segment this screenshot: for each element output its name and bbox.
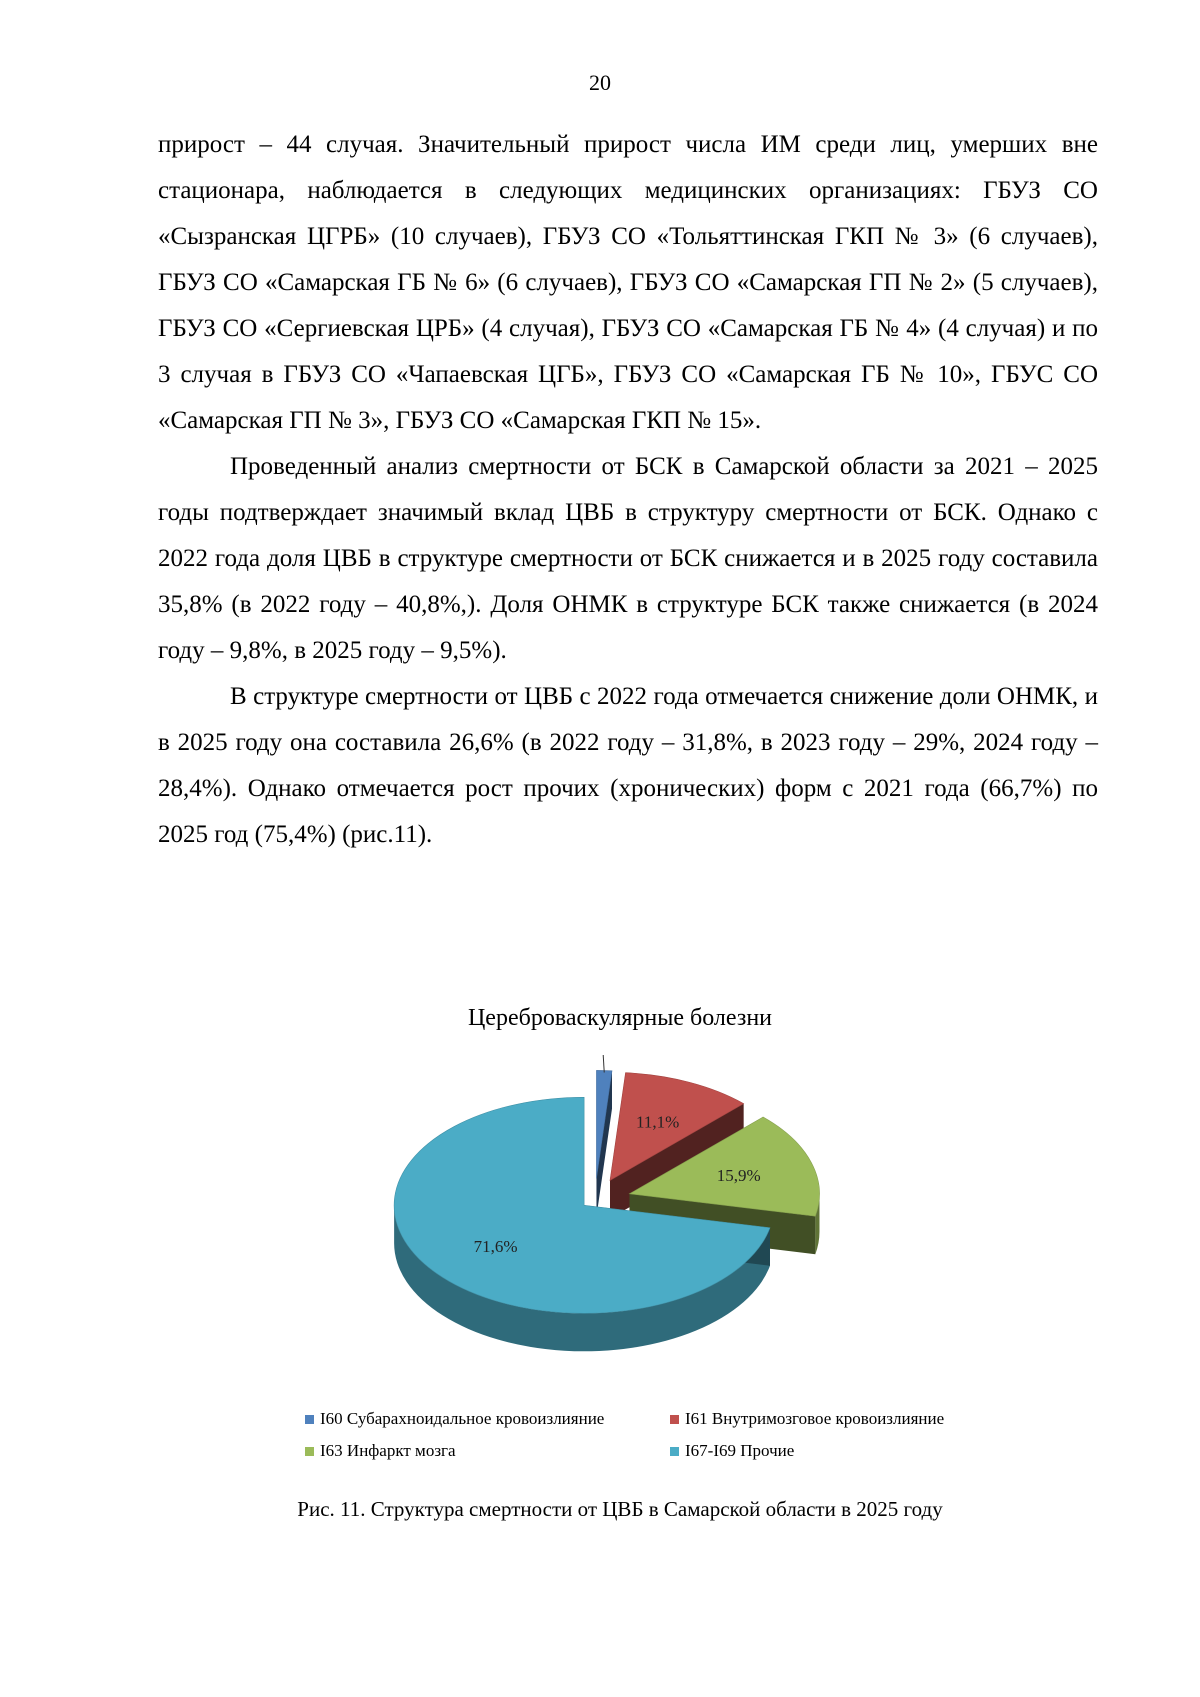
figure-caption: Рис. 11. Структура смертности от ЦВБ в Самарской области в 2025 году (297, 1497, 943, 1521)
legend-swatch-i67 (670, 1447, 679, 1456)
legend-item (305, 1409, 670, 1429)
legend-label: I67-I69 Прочие (685, 1441, 795, 1460)
page-number: 20 (589, 70, 611, 95)
legend-swatch-i63 (305, 1447, 314, 1456)
legend-item (670, 1441, 794, 1461)
paragraph: В структуре смертности от ЦВБ с 2022 года отмечается снижение доли ОНМК, и в 2025 году она составила 26,6% (в 2022 году – 31,8%, в 2023 году – 29%, 2024 году – 28,4%). Однако отмечается рост прочих (хронических) форм с 2021 года (66,7%) по 2025 год (75,4%) (рис.11). (158, 683, 1098, 848)
paragraph: прирост – 44 случая. Значительный прирост числа ИМ среди лиц, умерших вне стационара, наблюдается в следующих медицинских организациях: ГБУЗ СО «Сызранская ЦГРБ» (10 случаев), ГБУЗ СО «Тольяттинская ГКП № 3» (6 случаев), ГБУЗ СО «Самарская ГБ № 6» (6 случаев), ГБУЗ СО «Самарская ГП № 2» (5 случаев), ГБУЗ СО «Сергиевская ЦРБ» (4 случая), ГБУЗ СО «Самарская ГБ № 4» (4 случая) и по 3 случая в ГБУЗ СО «Чапаевская ЦГБ», ГБУЗ СО «Самарская ГБ № 10», ГБУС СО «Самарская ГП № 3», ГБУЗ СО «Самарская ГКП № 15». (158, 131, 1098, 434)
chart-legend (305, 1403, 1105, 1467)
paragraph: Проведенный анализ смертности от БСК в Самарской области за 2021 – 2025 годы подтверждает значимый вклад ЦВБ в структуру смертности от БСК. Однако с 2022 года доля ЦВБ в структуре смертности от БСК снижается и в 2025 году составила 35,8% (в 2022 году – 40,8%,). Доля ОНМК в структуре БСК также снижается (в 2024 году – 9,8%, в 2025 году – 9,5%). (158, 453, 1098, 664)
data-label: 15,9% (716, 1166, 761, 1186)
legend-label: I63 Инфаркт мозга (320, 1441, 456, 1460)
legend-label: I60 Субарахноидальное кровоизлияние (320, 1409, 605, 1428)
data-label: 11,1% (636, 1112, 680, 1132)
legend-item (305, 1441, 670, 1461)
legend-swatch-i60 (305, 1415, 314, 1424)
pie-chart (0, 1055, 1200, 1395)
chart-title: Цереброваскулярные болезни (467, 1005, 773, 1031)
legend-label: I61 Внутримозговое кровоизлияние (685, 1409, 945, 1428)
body-text (158, 122, 1098, 858)
data-label-leader (602, 1055, 604, 1073)
data-label: 71,6% (473, 1237, 518, 1257)
legend-item (670, 1409, 944, 1429)
legend-swatch-i61 (670, 1415, 679, 1424)
